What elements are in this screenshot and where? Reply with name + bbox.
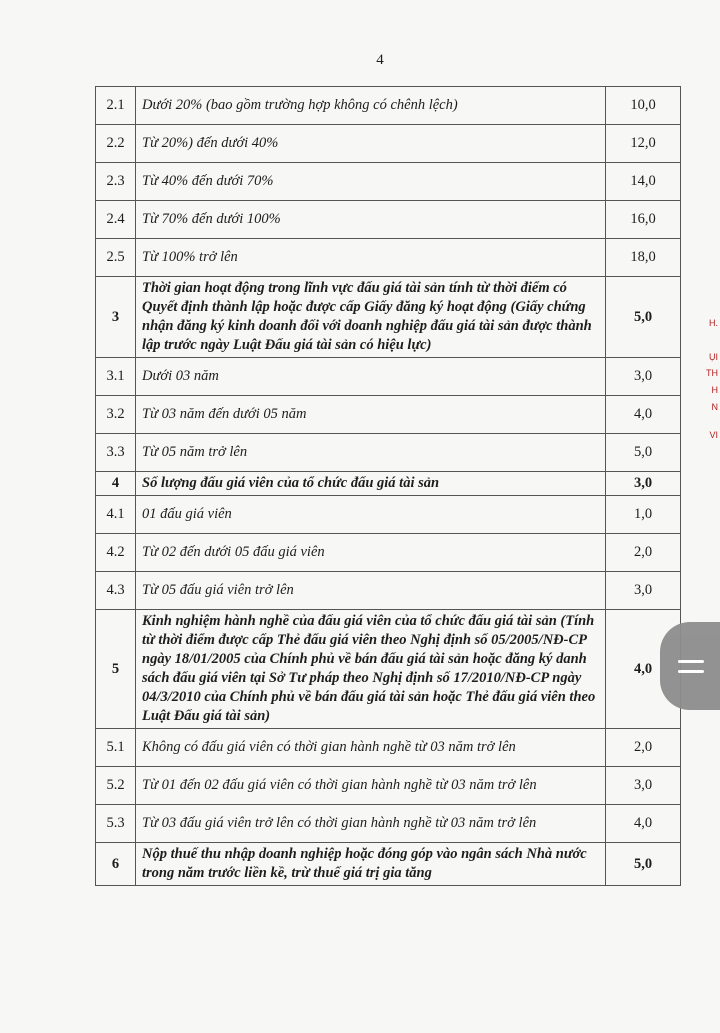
scoring-criteria-table	[95, 86, 681, 886]
edge-stamp-fragments	[706, 318, 720, 448]
row-score: 4,0	[606, 610, 681, 729]
row-description: Kinh nghiệm hành nghề của đấu giá viên của tổ chức đấu giá tài sản (Tính từ thời điểm được cấp Thẻ đấu giá viên theo Nghị định số 05/2005/NĐ-CP ngày 18/01/2005 của Chính phủ về bán đấu giá tài sản hoặc đăng ký danh sách đấu giá viên tại Sở Tư pháp theo Nghị định số 17/2010/NĐ-CP ngày 04/3/2010 của Chính phủ về bán đấu giá tài sản hoặc Thẻ đấu giá viên theo Luật Đấu giá tài sản)	[136, 610, 606, 729]
grip-line	[678, 660, 704, 663]
row-score: 2,0	[606, 534, 681, 572]
row-number: 2.4	[96, 201, 136, 239]
row-number: 6	[96, 843, 136, 886]
criteria-heading-row	[96, 472, 681, 496]
edge-fragment: VI	[709, 430, 718, 440]
row-number: 5	[96, 610, 136, 729]
row-description: Số lượng đấu giá viên của tổ chức đấu giá tài sản	[136, 472, 606, 496]
criteria-row	[96, 396, 681, 434]
row-description: Từ 40% đến dưới 70%	[136, 163, 606, 201]
row-number: 5.3	[96, 805, 136, 843]
row-description: Từ 05 năm trở lên	[136, 434, 606, 472]
row-description: Từ 100% trở lên	[136, 239, 606, 277]
row-score: 10,0	[606, 87, 681, 125]
row-score: 3,0	[606, 767, 681, 805]
criteria-row	[96, 358, 681, 396]
row-score: 4,0	[606, 396, 681, 434]
row-score: 5,0	[606, 434, 681, 472]
row-number: 2.3	[96, 163, 136, 201]
row-score: 12,0	[606, 125, 681, 163]
edge-fragment: H	[711, 385, 718, 395]
row-number: 2.2	[96, 125, 136, 163]
criteria-heading-row	[96, 843, 681, 886]
row-description: 01 đấu giá viên	[136, 496, 606, 534]
row-number: 4	[96, 472, 136, 496]
row-number: 4.1	[96, 496, 136, 534]
row-description: Dưới 20% (bao gồm trường hợp không có chênh lệch)	[136, 87, 606, 125]
edge-fragment: N	[711, 402, 718, 412]
criteria-row	[96, 534, 681, 572]
row-number: 3.1	[96, 358, 136, 396]
row-score: 1,0	[606, 496, 681, 534]
row-number: 4.2	[96, 534, 136, 572]
edge-fragment: ỤI	[709, 352, 718, 362]
criteria-row	[96, 496, 681, 534]
row-description: Từ 05 đấu giá viên trở lên	[136, 572, 606, 610]
criteria-heading-row	[96, 610, 681, 729]
row-description: Từ 03 đấu giá viên trở lên có thời gian hành nghề từ 03 năm trở lên	[136, 805, 606, 843]
row-description: Nộp thuế thu nhập doanh nghiệp hoặc đóng góp vào ngân sách Nhà nước trong năm trước liền kề, trừ thuế giá trị gia tăng	[136, 843, 606, 886]
row-number: 4.3	[96, 572, 136, 610]
criteria-row	[96, 805, 681, 843]
criteria-row	[96, 767, 681, 805]
row-score: 5,0	[606, 843, 681, 886]
row-description: Từ 70% đến dưới 100%	[136, 201, 606, 239]
row-score: 4,0	[606, 805, 681, 843]
row-score: 2,0	[606, 729, 681, 767]
row-score: 3,0	[606, 572, 681, 610]
edge-fragment: TH	[706, 368, 718, 378]
criteria-row	[96, 87, 681, 125]
row-number: 3	[96, 277, 136, 358]
criteria-row	[96, 434, 681, 472]
row-score: 5,0	[606, 277, 681, 358]
row-description: Từ 02 đến dưới 05 đấu giá viên	[136, 534, 606, 572]
row-score: 3,0	[606, 358, 681, 396]
row-description: Từ 01 đến 02 đấu giá viên có thời gian hành nghề từ 03 năm trở lên	[136, 767, 606, 805]
page-number: 4	[376, 52, 384, 68]
row-number: 5.1	[96, 729, 136, 767]
row-number: 5.2	[96, 767, 136, 805]
row-score: 3,0	[606, 472, 681, 496]
criteria-heading-row	[96, 277, 681, 358]
row-description: Từ 03 năm đến dưới 05 năm	[136, 396, 606, 434]
edge-fragment: H.	[709, 318, 718, 328]
criteria-row	[96, 201, 681, 239]
row-description: Từ 20%) đến dưới 40%	[136, 125, 606, 163]
row-score: 14,0	[606, 163, 681, 201]
criteria-row	[96, 125, 681, 163]
criteria-row	[96, 163, 681, 201]
row-description: Không có đấu giá viên có thời gian hành nghề từ 03 năm trở lên	[136, 729, 606, 767]
criteria-row	[96, 729, 681, 767]
row-score: 16,0	[606, 201, 681, 239]
criteria-row	[96, 572, 681, 610]
row-description: Thời gian hoạt động trong lĩnh vực đấu giá tài sản tính từ thời điểm có Quyết định thành lập hoặc được cấp Giấy đăng ký hoạt động (Giấy chứng nhận đăng ký kinh doanh đối với doanh nghiệp đấu giá tài sản được thành lập trước ngày Luật Đấu giá tài sản có hiệu lực)	[136, 277, 606, 358]
grip-line	[678, 670, 704, 673]
row-number: 2.5	[96, 239, 136, 277]
row-number: 3.3	[96, 434, 136, 472]
row-number: 3.2	[96, 396, 136, 434]
row-number: 2.1	[96, 87, 136, 125]
scroll-handle[interactable]	[660, 622, 720, 710]
row-score: 18,0	[606, 239, 681, 277]
row-description: Dưới 03 năm	[136, 358, 606, 396]
criteria-row	[96, 239, 681, 277]
